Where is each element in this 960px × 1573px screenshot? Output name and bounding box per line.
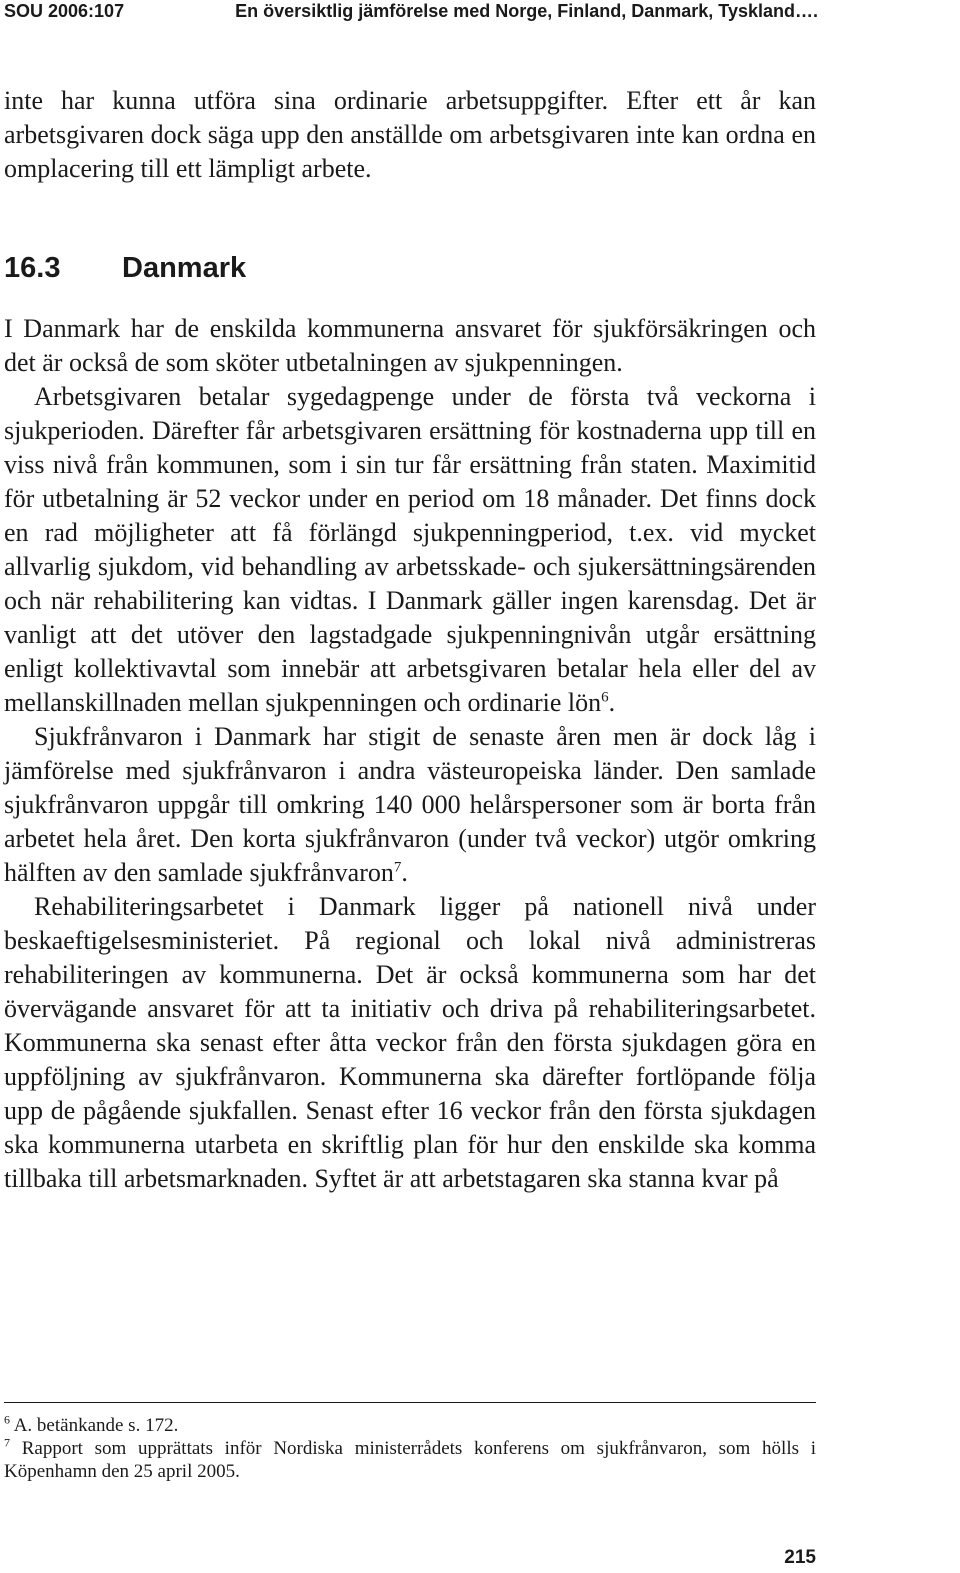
paragraph-3-text: Sjukfrånvaron i Danmark har stigit de senaste åren men är dock låg i jämförelse med sjukfrånvaron i andra västeuropeiska länder. Den samlade sjukfrånvaron uppgår till omkring 140 000 helårspersoner som är borta från arbetet hela året. Den korta sjukfrånvaron (under två veckor) utgör omkring hälften av den samlade sjukfrånvaron bbox=[4, 722, 816, 887]
footnote-7-text: Rapport som upprättats inför Nordiska ministerrådets konferens om sjukfrånvaron, som hölls i Köpenhamn den 25 april 2005. bbox=[4, 1438, 816, 1482]
paragraph-1: I Danmark har de enskilda kommunerna ansvaret för sjukförsäkringen och det är också de som sköter utbetalningen av sjukpenningen. bbox=[4, 314, 816, 377]
intro-text bbox=[4, 84, 816, 186]
paragraph-3-end: . bbox=[401, 858, 408, 887]
paragraph-2-end: . bbox=[608, 688, 616, 717]
paragraph-3 bbox=[4, 720, 816, 890]
footnote-6-text: A. betänkande s. 172. bbox=[13, 1415, 179, 1436]
header-report-id: SOU 2006:107 bbox=[4, 1, 125, 21]
footnote-ref-7: 7 bbox=[393, 859, 402, 876]
footnote-6-number: 6 bbox=[4, 1412, 10, 1427]
running-header bbox=[0, 0, 818, 30]
footnote-ref-6: 6 bbox=[601, 689, 609, 706]
section-body bbox=[4, 312, 816, 1196]
section-title: Danmark bbox=[122, 252, 247, 284]
footnote-divider bbox=[4, 1402, 816, 1403]
footnotes bbox=[4, 1414, 816, 1483]
footnote-6 bbox=[4, 1414, 816, 1437]
section-number: 16.3 bbox=[4, 252, 61, 284]
page-number: 215 bbox=[784, 1547, 816, 1568]
paragraph-2-text: Arbetsgivaren betalar sygedagpenge under de första två veckorna i sjukperioden. Därefter får arbetsgivaren ersättning för kostnaderna upp till en viss nivå från kommunen, som i sin tur får ersättning från staten. Maximitid för utbetalning är 52 veckor under en period om 18 månader. Det finns dock en rad möjligheter att få förlängd sjukpenningperiod, t.ex. vid mycket allvarlig sjukdom, vid behandling av arbetsskade- och sjukersättningsärenden och när rehabilitering kan vidtas. I Danmark gäller ingen karensdag. Det är vanligt att det utöver den lagstadgade sjukpenningnivån utgår ersättning enligt kollektivavtal som innebär att arbetsgivaren betalar hela eller del av mellanskillnaden mellan sjukpenningen och ordinarie lön bbox=[4, 382, 816, 717]
header-chapter-title: En översiktlig jämförelse med Norge, Finland, Danmark, Tyskland…. bbox=[235, 1, 818, 21]
footnote-7-number: 7 bbox=[4, 1435, 10, 1450]
footnote-7 bbox=[4, 1437, 816, 1483]
intro-paragraph: inte har kunna utföra sina ordinarie arbetsuppgifter. Efter ett år kan arbetsgivaren dock säga upp den anställde om arbetsgivaren inte kan ordna en omplacering till ett lämpligt arbete. bbox=[4, 86, 816, 183]
section-heading bbox=[4, 250, 246, 286]
paragraph-2 bbox=[4, 380, 816, 720]
paragraph-4: Rehabiliteringsarbetet i Danmark ligger på nationell nivå under beskaeftigelsesministeriet. På regional och lokal nivå administreras rehabiliteringen av kommunerna. Det är också kommunerna som har det övervägande ansvaret för att ta initiativ och driva på rehabiliteringsarbetet. Kommunerna ska senast efter åtta veckor från den första sjukdagen göra en uppföljning av sjukfrånvaron. Kommunerna ska därefter fortlöpande följa upp de pågående sjukfallen. Senast efter 16 veckor från den första sjukdagen ska kommunerna utarbeta en skriftlig plan för hur den enskilde ska komma tillbaka till arbetsmarknaden. Syftet är att arbetstagaren ska stanna kvar på bbox=[4, 892, 816, 1193]
